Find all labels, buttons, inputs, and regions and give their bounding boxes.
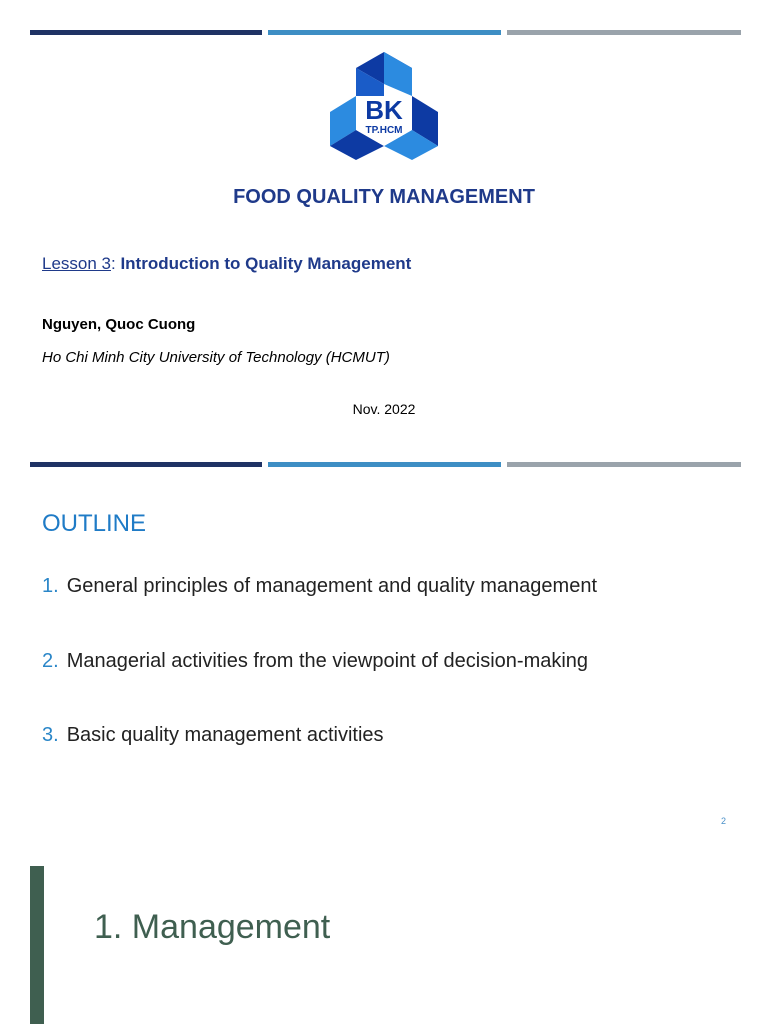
lesson-line xyxy=(42,254,411,274)
lesson-title: Introduction to Quality Management xyxy=(120,254,412,273)
title-slide xyxy=(0,0,768,440)
outline-item-1 xyxy=(42,575,597,598)
outline-item-text: General principles of management and quality management xyxy=(66,575,597,597)
outline-item-number: 1. xyxy=(42,575,59,597)
outline-item-number: 3. xyxy=(42,724,59,746)
outline-slide xyxy=(0,440,768,858)
top-bar-grey xyxy=(507,30,741,35)
lesson-separator: : xyxy=(111,254,121,273)
section-accent-bar xyxy=(30,866,44,1024)
outline-item-text: Managerial activities from the viewpoint of decision-making xyxy=(66,650,589,672)
outline-item-2 xyxy=(42,650,588,673)
divider-bar-mid xyxy=(268,462,501,467)
logo-main-text: BK xyxy=(365,95,403,125)
top-bar-mid xyxy=(268,30,501,35)
outline-heading: OUTLINE xyxy=(42,510,147,537)
logo-sub-text: TP.HCM xyxy=(365,125,403,136)
author-name: Nguyen, Quoc Cuong xyxy=(42,316,196,333)
section-slide xyxy=(0,858,768,1024)
lesson-label: Lesson 3 xyxy=(42,254,111,273)
outline-item-3 xyxy=(42,724,384,747)
top-bar-dark xyxy=(30,30,262,35)
divider-bar-dark xyxy=(30,462,262,467)
outline-item-text: Basic quality management activities xyxy=(66,724,384,746)
section-title: 1. Management xyxy=(94,908,331,946)
date xyxy=(0,401,768,417)
page-number: 2 xyxy=(720,816,726,826)
outline-item-number: 2. xyxy=(42,650,59,672)
course-title: FOOD QUALITY MANAGEMENT xyxy=(233,186,535,208)
university-logo xyxy=(328,50,440,162)
affiliation: Ho Chi Minh City University of Technology (HCMUT) xyxy=(42,349,390,366)
divider-bar-grey xyxy=(507,462,741,467)
date-text: Nov. 2022 xyxy=(352,401,416,417)
